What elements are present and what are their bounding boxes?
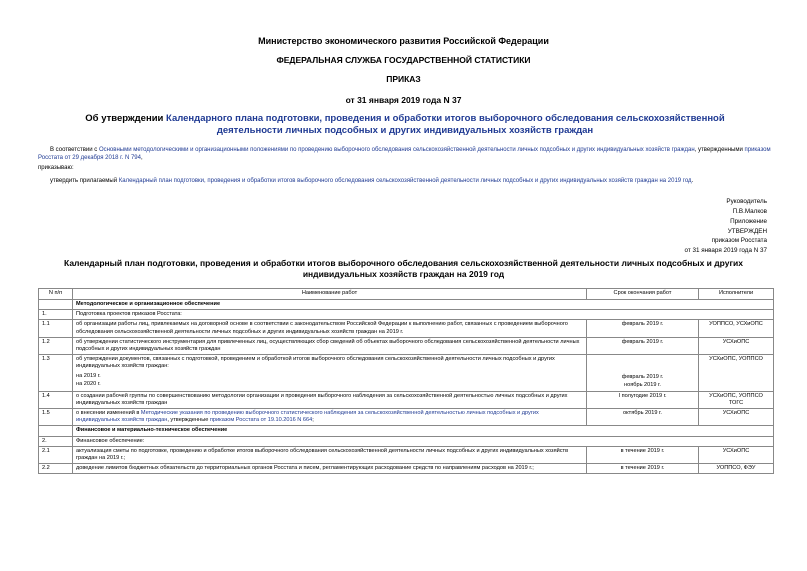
calendar-plan-link[interactable]: Календарный план подготовки, проведения и обработки итогов выборочного обследования сельскохозяйственной деятельности личных подсобных и других индивидуальных хозяйств граждан на 2019 год: [118, 178, 692, 184]
row-text: о создании рабочей группы по совершенствованию методологии организации и проведения выборочного наблюдения за сельскохозяйственной деятельностью личных подсобных и других индивидуальных хозяйств граждан: [73, 391, 587, 408]
row-text-part: , утвержденные: [167, 417, 210, 424]
approve-text: .: [691, 178, 694, 184]
approved-by-order: приказом Росстата: [711, 237, 767, 244]
row-num: 1.2: [39, 337, 73, 354]
table-row: [39, 409, 774, 426]
signature-name: П.В.Малков: [732, 207, 767, 215]
table-row: [39, 391, 774, 408]
row-term: февраль 2019 г.: [587, 320, 699, 337]
row-text: доведение лимитов бюджетных обязательств до территориальных органов Росстата и писем, регламентирующих расходование средств по направлениям расходов на 2019 г.;: [73, 464, 587, 474]
row-text-part: о внесении изменений в: [76, 410, 141, 417]
row-text: об организации работы лиц, привлекаемых на договорной основе в соответствии с законодательством Российской Федерации к выполнению работ, связанных с проведением выборочного обследования сельскохозяйственной деятельности личных подсобных и других индивидуальных хозяйств граждан на 2019 г.: [73, 320, 587, 337]
annex-label: Приложение: [730, 218, 767, 225]
row-exec: УСХиОПС: [699, 409, 774, 426]
methodical-guidelines-link[interactable]: Методические указания по проведению выборочного статистического наблюдения за сельскохозяйственной деятельностью личных подсобных и других индивидуальных хозяйств граждан: [76, 410, 539, 424]
plan-table: [38, 288, 774, 474]
row-sub-item: на 2019 г.: [76, 372, 101, 379]
row-exec: УОППСО, ФЭУ: [699, 464, 774, 474]
preamble-paragraph: [38, 146, 773, 162]
approval-block: [567, 217, 767, 255]
row-num: 1.1: [39, 320, 73, 337]
col-header-work: Наименование работ: [73, 289, 587, 300]
row-term: [587, 355, 699, 391]
section-row: [39, 300, 774, 310]
row-term: февраль 2019 г.: [587, 337, 699, 354]
row-term-1: февраль 2019 г.: [621, 374, 664, 381]
signature-block: [567, 197, 767, 216]
preamble-text: ,: [140, 155, 143, 161]
row-text: [73, 409, 587, 426]
col-header-num: N п/п: [39, 289, 73, 300]
table-row: [39, 320, 774, 337]
signature-role: Руководитель: [726, 198, 767, 205]
title-link[interactable]: Календарного плана подготовки, проведения и обработки итогов выборочного обследования сельскохозяйственной деятельности личных подсобных и других индивидуальных хозяйств граждан: [166, 113, 725, 136]
row-exec: УСХиОПС, УОППСО ТОГС: [699, 391, 774, 408]
title-prefix: Об утверждении: [85, 113, 167, 124]
row-exec: УСХиОПС: [699, 446, 774, 463]
row-exec: УСХиОПС: [699, 337, 774, 354]
row-text: [73, 355, 587, 391]
doc-type-heading: ПРИКАЗ: [386, 74, 421, 84]
approval-date: от 31 января 2019 года N 37: [684, 246, 767, 254]
row-exec: УОППСО, УСХиОПС: [699, 320, 774, 337]
row-term: октябрь 2019 г.: [587, 409, 699, 426]
row-term: I полугодие 2019 г.: [587, 391, 699, 408]
order-date-number: от 31 января 2019 года N 37: [345, 95, 462, 105]
row-num: 2.1: [39, 446, 73, 463]
order-794-link[interactable]: приказом Росстата от 29 декабря 2018 г. N 794: [38, 147, 771, 161]
row-term: в течение 2019 г.: [587, 446, 699, 463]
table-row: [39, 446, 774, 463]
section-row: [39, 426, 774, 436]
order-664-link[interactable]: приказом Росстата от 19.10.2016 N 664: [209, 417, 313, 424]
order-verb: приказываю:: [38, 165, 74, 171]
row-num: 1.: [39, 310, 73, 320]
table-row: [39, 310, 774, 320]
table-header-row: [39, 289, 774, 300]
row-num: 1.3: [39, 355, 73, 391]
row-text: актуализация сметы по подготовке, проведению и обработке итогов выборочного обследования сельскохозяйственной деятельности личных подсобных и других индивидуальных хозяйств граждан на 2019 г.;: [73, 446, 587, 463]
approved-label: УТВЕРЖДЕН: [727, 227, 767, 235]
row-exec: УСХиОПС, УОППСО: [699, 355, 774, 391]
plan-title: Календарный план подготовки, проведения и обработки итогов выборочного обследования сельскохозяйственной деятельности личных подсобных и других индивидуальных хозяйств граждан на 2019 год: [64, 258, 743, 279]
preamble-text: , утвержденными: [694, 147, 745, 153]
order-title: [60, 113, 750, 137]
table-row: [39, 464, 774, 474]
row-term-2: ноябрь 2019 г.: [624, 382, 661, 389]
approve-text: утвердить прилагаемый: [50, 178, 119, 184]
approve-paragraph: [38, 177, 773, 185]
section-title: Методологическое и организационное обеспечение: [73, 300, 774, 310]
table-row: [39, 355, 774, 391]
ministry-heading: Министерство экономического развития Российской Федерации: [258, 36, 549, 46]
row-num: 2.: [39, 436, 73, 446]
table-row: [39, 436, 774, 446]
row-text-part: ;: [312, 417, 314, 424]
row-text: об утверждении статистического инструментария для привлеченных лиц, осуществляющих сбор сведений об объектах выборочного обследования сельскохозяйственной деятельности личных подсобных и других индивидуальных хозяйств граждан: [73, 337, 587, 354]
preamble-text: В соответствии с: [50, 147, 99, 153]
row-num: 2.2: [39, 464, 73, 474]
service-heading: ФЕДЕРАЛЬНАЯ СЛУЖБА ГОСУДАРСТВЕННОЙ СТАТИСТИКИ: [276, 55, 531, 65]
row-text-main: об утверждении документов, связанных с подготовкой, проведением и обработкой итогов выборочного обследования сельскохозяйственной деятельности личных подсобных и других индивидуальных хозяйств граждан:: [76, 356, 555, 370]
section-title: Финансовое и материально-техническое обеспечение: [73, 426, 774, 436]
row-text: Финансовое обеспечение:: [73, 436, 774, 446]
col-header-term: Срок окончания работ: [587, 289, 699, 300]
row-text: Подготовка проектов приказов Росстата:: [73, 310, 774, 320]
row-num: 1.5: [39, 409, 73, 426]
regulations-link[interactable]: Основными методологическими и организационными положениями по проведению выборочного обследования сельскохозяйственной деятельности личных подсобных и других индивидуальных хозяйств граждан: [98, 147, 695, 153]
col-header-exec: Исполнители: [699, 289, 774, 300]
row-num: 1.4: [39, 391, 73, 408]
row-sub-item: на 2020 г.: [76, 380, 101, 387]
row-term: в течение 2019 г.: [587, 464, 699, 474]
table-row: [39, 337, 774, 354]
